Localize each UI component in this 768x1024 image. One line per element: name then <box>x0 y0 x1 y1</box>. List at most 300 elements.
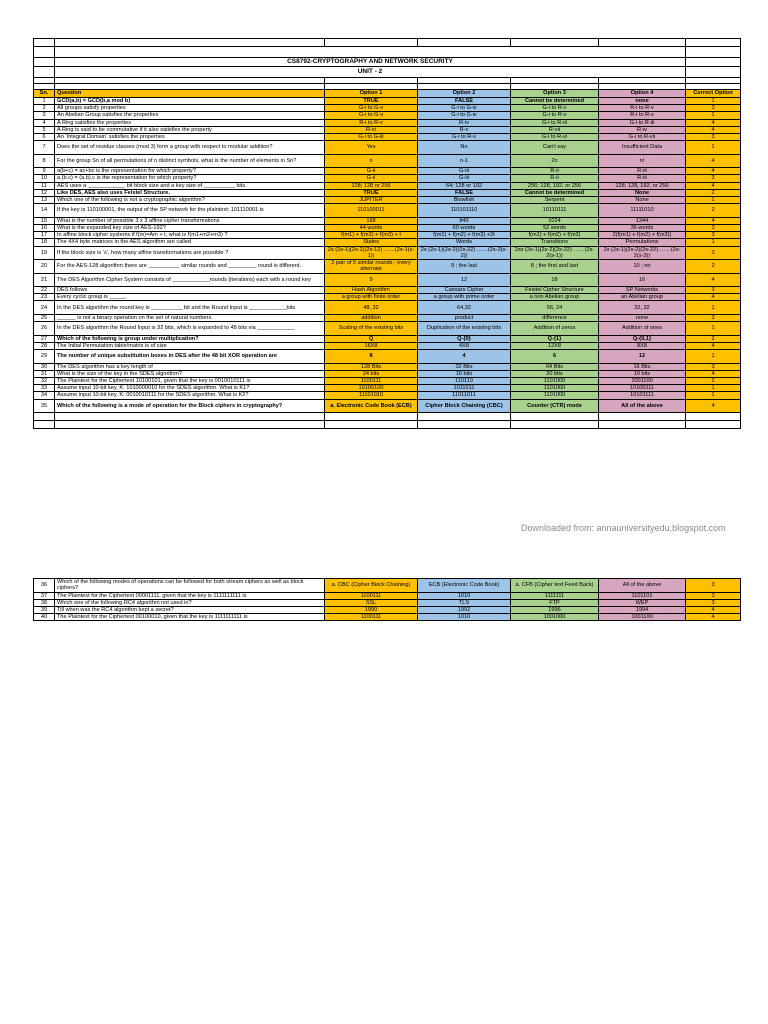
header-option-2: Option 2 <box>418 90 511 98</box>
option-2: 1011011 <box>418 385 511 392</box>
option-3: 1024 <box>511 217 599 224</box>
table-row <box>34 246 741 260</box>
option-1: Q <box>325 335 418 342</box>
option-2: product <box>418 314 511 321</box>
option-4: All of the above <box>599 399 686 413</box>
question-text: In the DES algorithm the Round Input is 32 bits, which is expanded to 48 bits via ____________ <box>55 322 325 336</box>
empty-row <box>34 413 741 421</box>
option-3: R-ii <box>511 175 599 182</box>
option-4: 10100111 <box>599 385 686 392</box>
option-3: 20 bits <box>511 370 599 377</box>
correct-option: 3 <box>686 579 741 593</box>
correct-option: 4 <box>686 273 741 287</box>
option-1: 16X8 <box>325 342 418 349</box>
option-4: WEP <box>599 599 686 606</box>
question-number: 31 <box>34 370 55 377</box>
option-3: f(m1) + f(m2) + f(m3) <box>511 232 599 239</box>
option-1: G-ii <box>325 168 418 175</box>
option-3: 1101000 <box>511 385 599 392</box>
option-3: a. CFB (Cipher text Feed Back) <box>511 579 599 593</box>
option-1: 110100011 <box>325 204 418 218</box>
question-text: The Initial Permutation table/matrix is of size <box>55 342 325 349</box>
option-1: Scaling of the existing bits <box>325 322 418 336</box>
question-number: 24 <box>34 301 55 315</box>
question-number: 13 <box>34 197 55 204</box>
correct-option: 4 <box>686 606 741 613</box>
option-2: 4X8 <box>418 342 511 349</box>
table-row <box>34 105 741 112</box>
table-row <box>34 189 741 196</box>
option-3: Counter (CTR) mode <box>511 399 599 413</box>
question-number: 12 <box>34 189 55 196</box>
table-row <box>34 197 741 204</box>
option-1: 1100111 <box>325 377 418 384</box>
option-4: 1001100 <box>599 614 686 621</box>
option-3: difference <box>511 314 599 321</box>
option-2: 9 ; the last <box>418 260 511 274</box>
correct-option: 2 <box>686 335 741 342</box>
option-1: 1100111 <box>325 592 418 599</box>
option-4: 10101111 <box>599 392 686 399</box>
correct-option: 4 <box>686 614 741 621</box>
question-number: 30 <box>34 363 55 370</box>
option-4: 16 Bits <box>599 363 686 370</box>
table-row <box>34 182 741 189</box>
option-2: Blowfish <box>418 197 511 204</box>
question-number: 1 <box>34 98 55 105</box>
option-1: 10100100 <box>325 385 418 392</box>
question-text: a(b+c) = ac+bc is the representation for which property? <box>55 168 325 175</box>
option-3: G-i to R-v <box>511 105 599 112</box>
question-text: For the group Sn of all permutations of n distinct symbols, what is the number of elements in Sn? <box>55 154 325 168</box>
correct-option: 2 <box>686 204 741 218</box>
correct-option: 4 <box>686 154 741 168</box>
question-text: What is the number of possible 3 x 3 affine cipher transformations <box>55 217 325 224</box>
option-2: 110101110 <box>418 204 511 218</box>
option-3: 2ss (2s-1)(2s-2)(2s-22) ……(2s-2(s-1)) <box>511 246 599 260</box>
option-1: 11101010 <box>325 392 418 399</box>
question-text: Assume input 10-bit key, K: 0010010111 for the SDES algorithm. What is K2? <box>55 392 325 399</box>
download-source-note: Downloaded from: annauniversityedu.blogspot.com <box>521 523 726 533</box>
option-3: 256; 128, 192, or 256 <box>511 182 599 189</box>
option-3: Cannot be determined <box>511 98 599 105</box>
option-4: 8X8 <box>599 342 686 349</box>
correct-option: 3 <box>686 224 741 231</box>
option-4: 11111010 <box>599 204 686 218</box>
option-3: 6 <box>511 350 599 364</box>
question-text: Like DES, AES also uses Feistel Structure. <box>55 189 325 196</box>
empty-cell <box>511 421 599 429</box>
option-2: 32 Bits <box>418 363 511 370</box>
question-text: Which of the following is a mode of operation for the Block ciphers in cryptography? <box>55 399 325 413</box>
correct-option: 4 <box>686 342 741 349</box>
option-2: No <box>418 141 511 155</box>
option-4: R-i to R-v <box>599 105 686 112</box>
table-row <box>34 606 741 613</box>
option-3: 1111111 <box>511 592 599 599</box>
option-1: JUPITER <box>325 197 418 204</box>
question-number: 35 <box>34 399 55 413</box>
option-3: 8 ; the first and last <box>511 260 599 274</box>
question-text: If the key is 110100001, the output of the SP network for the plaintext: 101110001 is <box>55 204 325 218</box>
table-row <box>34 175 741 182</box>
question-text: Which of the following is group under multiplication? <box>55 335 325 342</box>
question-text: Does the set of residue classes (mod 3) form a group with respect to modular addition? <box>55 141 325 155</box>
table-row <box>34 599 741 606</box>
correct-option: 1 <box>686 350 741 364</box>
option-4: SP Networks <box>599 287 686 294</box>
table-row <box>34 350 741 364</box>
option-3: 1101000 <box>511 377 599 384</box>
option-3: 64 Bits <box>511 363 599 370</box>
question-number: 26 <box>34 322 55 336</box>
option-1: a group with finite order <box>325 294 418 301</box>
correct-option: 1 <box>686 197 741 204</box>
question-number: 28 <box>34 342 55 349</box>
correct-option: 4 <box>686 182 741 189</box>
table-row <box>34 273 741 287</box>
option-4: Permutations <box>599 239 686 246</box>
question-text: The Plaintext for the Ciphertext 10100101, given that the key is 0010010111 is <box>55 377 325 384</box>
correct-option: 3 <box>686 175 741 182</box>
header-correct-option: Correct Option <box>686 90 741 98</box>
option-4: R-iii <box>599 175 686 182</box>
option-4: 16 <box>599 273 686 287</box>
table-row <box>34 217 741 224</box>
option-4: none <box>599 314 686 321</box>
option-1: 9 <box>325 273 418 287</box>
empty-cell <box>599 421 686 429</box>
option-2: 1010 <box>418 614 511 621</box>
option-1: 48, 32 <box>325 301 418 315</box>
question-number: 32 <box>34 377 55 384</box>
option-3: 2n <box>511 154 599 168</box>
correct-option: 3 <box>686 246 741 260</box>
option-1: 8 <box>325 350 418 364</box>
table-row <box>34 141 741 155</box>
option-2: 2s (2s-1)(2s-2)(2s-22) ……(2s-2(s-2)) <box>418 246 511 260</box>
option-1: G-ii <box>325 175 418 182</box>
empty-cell <box>599 413 686 421</box>
question-text: The DES Algorithm Cipher System consists of ____________rounds (iterations) each with a round key <box>55 273 325 287</box>
option-1: States <box>325 239 418 246</box>
option-1: 44 words <box>325 224 418 231</box>
question-number: 38 <box>34 599 55 606</box>
option-3: Cannot be determined <box>511 189 599 196</box>
correct-option: 2 <box>686 189 741 196</box>
question-text: AES uses a ____________ bit block size and a key size of __________ bits. <box>55 182 325 189</box>
table-row <box>34 342 741 349</box>
question-number: 29 <box>34 350 55 364</box>
question-text: Assume input 10-bit key, K: 1010000010 for the SDES algorithm. What is K1? <box>55 385 325 392</box>
table-row <box>34 204 741 218</box>
empty-cell <box>418 413 511 421</box>
empty-cell <box>511 413 599 421</box>
question-text: In affine block cipher systems if f(m)=Am + t, what is f(m1+m2+m3) ? <box>55 232 325 239</box>
option-4: All of the above <box>599 579 686 593</box>
option-2: FALSE <box>418 189 511 196</box>
question-number: 37 <box>34 592 55 599</box>
question-text: GCD(a,b) = GCD(b,a mod b) <box>55 98 325 105</box>
document-title: CS8792-CRYPTOGRAPHY AND NETWORK SECURITY <box>55 58 686 67</box>
option-2: G-iii <box>418 168 511 175</box>
option-2: Caesars Cipher <box>418 287 511 294</box>
empty-cell <box>686 413 741 421</box>
table-row <box>34 287 741 294</box>
option-4: 1101101 <box>599 592 686 599</box>
option-3: 1996 <box>511 606 599 613</box>
option-2: f(m1) + f(m2) + f(m3) +2t <box>418 232 511 239</box>
question-number: 4 <box>34 119 55 126</box>
question-number: 25 <box>34 314 55 321</box>
question-text: Which of the following modes of operations can be followed for both stream ciphers as well as block ciphers? <box>55 579 325 593</box>
table-row <box>34 239 741 246</box>
mcq-table-continued <box>33 578 741 621</box>
question-number: 11 <box>34 182 55 189</box>
correct-option: 1 <box>686 239 741 246</box>
option-4: R-i to R-v <box>599 112 686 119</box>
option-4: 2s (2s-1)(2s-2)(2s-22) ……(2s-2(s-3)) <box>599 246 686 260</box>
question-text: Till when was the RC4 algorithm kept a secret? <box>55 606 325 613</box>
option-3: Q-{1} <box>511 335 599 342</box>
option-2: 11011011 <box>418 392 511 399</box>
unit-label: UNIT - 2 <box>55 67 686 78</box>
option-2: 60 words <box>418 224 511 231</box>
question-text: What is the expanded key size of AES-192? <box>55 224 325 231</box>
option-3: a non Abelian group <box>511 294 599 301</box>
table-row <box>34 579 741 593</box>
option-3: FTP <box>511 599 599 606</box>
table-row <box>34 112 741 119</box>
option-1: G-i to G-v <box>325 112 418 119</box>
option-1: a. Electronic Code Book (ECB) <box>325 399 418 413</box>
correct-option: 3 <box>686 599 741 606</box>
question-number: 3 <box>34 112 55 119</box>
question-number: 7 <box>34 141 55 155</box>
question-number: 18 <box>34 239 55 246</box>
question-text: DES follows <box>55 287 325 294</box>
header-option-4: Option 4 <box>599 90 686 98</box>
option-2: G-i to G-iv <box>418 105 511 112</box>
option-1: addition <box>325 314 418 321</box>
correct-option: 1 <box>686 141 741 155</box>
option-3: 10110111 <box>511 204 599 218</box>
option-4: 1001100 <box>599 377 686 384</box>
question-text: If the block size is ‘s’, how many affine transformations are possible ? <box>55 246 325 260</box>
option-4: 2(f(m1) + f(m2) + f(m3)) <box>599 232 686 239</box>
question-number: 21 <box>34 273 55 287</box>
header-option-1: Option 1 <box>325 90 418 98</box>
correct-option: 4 <box>686 168 741 175</box>
correct-option: 1 <box>686 98 741 105</box>
correct-option: 3 <box>686 232 741 239</box>
option-4: Addition of ones <box>599 322 686 336</box>
option-2: 1992 <box>418 606 511 613</box>
question-text: An Abelian Group satisfies the properties <box>55 112 325 119</box>
option-4: 36 words <box>599 224 686 231</box>
question-text: The Plaintext for the Ciphertext 00001111, given that the key is 1111111111 is <box>55 592 325 599</box>
table-row <box>34 399 741 413</box>
question-number: 9 <box>34 168 55 175</box>
option-3: G-i to R-iii <box>511 119 599 126</box>
option-1: 168 <box>325 217 418 224</box>
option-2: a group with prime order <box>418 294 511 301</box>
option-2: Duplication of the existing bits <box>418 322 511 336</box>
question-number: 40 <box>34 614 55 621</box>
option-4: Insufficient Data <box>599 141 686 155</box>
option-3: R-ii <box>511 168 599 175</box>
correct-option: 4 <box>686 217 741 224</box>
empty-cell <box>325 421 418 429</box>
correct-option: 3 <box>686 363 741 370</box>
option-2: 16 bits <box>418 370 511 377</box>
empty-cell <box>34 413 55 421</box>
option-1: n <box>325 154 418 168</box>
table-row <box>34 322 741 336</box>
option-1: 2s (2s-1)(2s-1)(2s-12) ……(2s-1(s-1)) <box>325 246 418 260</box>
question-number: 6 <box>34 134 55 141</box>
correct-option: 1 <box>686 112 741 119</box>
correct-option: 1 <box>686 385 741 392</box>
option-3: Can't say <box>511 141 599 155</box>
option-2: R-v <box>418 126 511 133</box>
empty-cell <box>55 413 325 421</box>
correct-option: 3 <box>686 314 741 321</box>
option-3: 1101000 <box>511 392 599 399</box>
option-3: 12X8 <box>511 342 599 349</box>
option-3: Serpent <box>511 197 599 204</box>
option-2: n-1 <box>418 154 511 168</box>
option-2: FALSE <box>418 98 511 105</box>
question-number: 20 <box>34 260 55 274</box>
empty-cell <box>686 421 741 429</box>
correct-option: 1 <box>686 392 741 399</box>
option-1: G-i to G-v <box>325 105 418 112</box>
question-number: 2 <box>34 105 55 112</box>
option-2: G-i to G-iv <box>418 112 511 119</box>
table-row <box>34 168 741 175</box>
question-number: 5 <box>34 126 55 133</box>
question-number: 27 <box>34 335 55 342</box>
option-4: Q-{0,1} <box>599 335 686 342</box>
option-1: 128 Bits <box>325 363 418 370</box>
option-4: None <box>599 189 686 196</box>
question-number: 16 <box>34 224 55 231</box>
option-4: G-i to R-vii <box>599 134 686 141</box>
option-4: n! <box>599 154 686 168</box>
option-1: TRUE <box>325 189 418 196</box>
option-4: 1344 <box>599 217 686 224</box>
correct-option: 1 <box>686 322 741 336</box>
question-number: 33 <box>34 385 55 392</box>
option-1: Hash Algorithm <box>325 287 418 294</box>
table-row <box>34 232 741 239</box>
table-row <box>34 294 741 301</box>
option-1: TRUE <box>325 98 418 105</box>
table-row <box>34 370 741 377</box>
option-2: Q-{0} <box>418 335 511 342</box>
option-2: ECB (Electronic Code Book) <box>418 579 511 593</box>
correct-option: 2 <box>686 260 741 274</box>
option-1: 128; 128 or 256 <box>325 182 418 189</box>
table-row <box>34 592 741 599</box>
correct-option: 1 <box>686 301 741 315</box>
option-2: R-iv <box>418 119 511 126</box>
question-text: All groups satisfy properties <box>55 105 325 112</box>
option-4: G-i to R-iii <box>599 119 686 126</box>
option-1: Yes <box>325 141 418 155</box>
option-1: SSL <box>325 599 418 606</box>
table-header <box>34 90 741 98</box>
option-1: 2 pair of 5 similar rounds ; every alternate <box>325 260 418 274</box>
correct-option: 4 <box>686 399 741 413</box>
table-row <box>34 614 741 621</box>
table-row <box>34 154 741 168</box>
option-2: 12 <box>418 273 511 287</box>
option-4: 128; 128, 192, or 256 <box>599 182 686 189</box>
empty-row <box>34 421 741 429</box>
question-number: 14 <box>34 204 55 218</box>
correct-option: 4 <box>686 294 741 301</box>
option-1: 1100111 <box>325 614 418 621</box>
option-3: R-vii <box>511 126 599 133</box>
correct-option: 3 <box>686 592 741 599</box>
option-2: 1010 <box>418 592 511 599</box>
question-text: Which one of the following RC4 algorithm not used in? <box>55 599 325 606</box>
question-text: The 4X4 byte matrices in the AES algorithm are called <box>55 239 325 246</box>
table-row <box>34 301 741 315</box>
option-3: 56, 24 <box>511 301 599 315</box>
empty-cell <box>34 421 55 429</box>
question-text: ______ is not a binary operation on the set of natural numbers. <box>55 314 325 321</box>
table-row <box>34 314 741 321</box>
option-2: 64,32 <box>418 301 511 315</box>
option-4: R-iv <box>599 126 686 133</box>
question-text: The Plaintext for the Ciphertext 00100010, given that the key is 1111111111 is <box>55 614 325 621</box>
header-sn: Sn. <box>34 90 55 98</box>
mcq-table <box>33 38 741 429</box>
option-4: an Abelian group <box>599 294 686 301</box>
option-4: 10 bits <box>599 370 686 377</box>
option-2: Cipher Block Chaining (CBC) <box>418 399 511 413</box>
option-2: 4 <box>418 350 511 364</box>
option-2: 840 <box>418 217 511 224</box>
option-3: 18 <box>511 273 599 287</box>
question-number: 10 <box>34 175 55 182</box>
option-1: 24 bits <box>325 370 418 377</box>
header-option-3: Option 3 <box>511 90 599 98</box>
question-text: What is the size of the key in the SDES algorithm? <box>55 370 325 377</box>
question-text: Which one of the following is not a cryptographic algorithm? <box>55 197 325 204</box>
table-row <box>34 385 741 392</box>
option-1: R-i to R-v <box>325 119 418 126</box>
table-row <box>34 98 741 105</box>
option-1: G-i to G-iii <box>325 134 418 141</box>
option-4: 32, 32 <box>599 301 686 315</box>
option-3: 52 words <box>511 224 599 231</box>
table-row <box>34 377 741 384</box>
option-2: G-i to R-v <box>418 134 511 141</box>
question-text: A Ring is said to be commutative if it also satisfies the property <box>55 126 325 133</box>
option-1: R-vi <box>325 126 418 133</box>
table-row <box>34 126 741 133</box>
option-3: G-i to R-vi <box>511 134 599 141</box>
question-number: 17 <box>34 232 55 239</box>
option-4: None <box>599 197 686 204</box>
question-number: 39 <box>34 606 55 613</box>
option-3: Transitions <box>511 239 599 246</box>
question-text: Every cyclic group is _____. <box>55 294 325 301</box>
